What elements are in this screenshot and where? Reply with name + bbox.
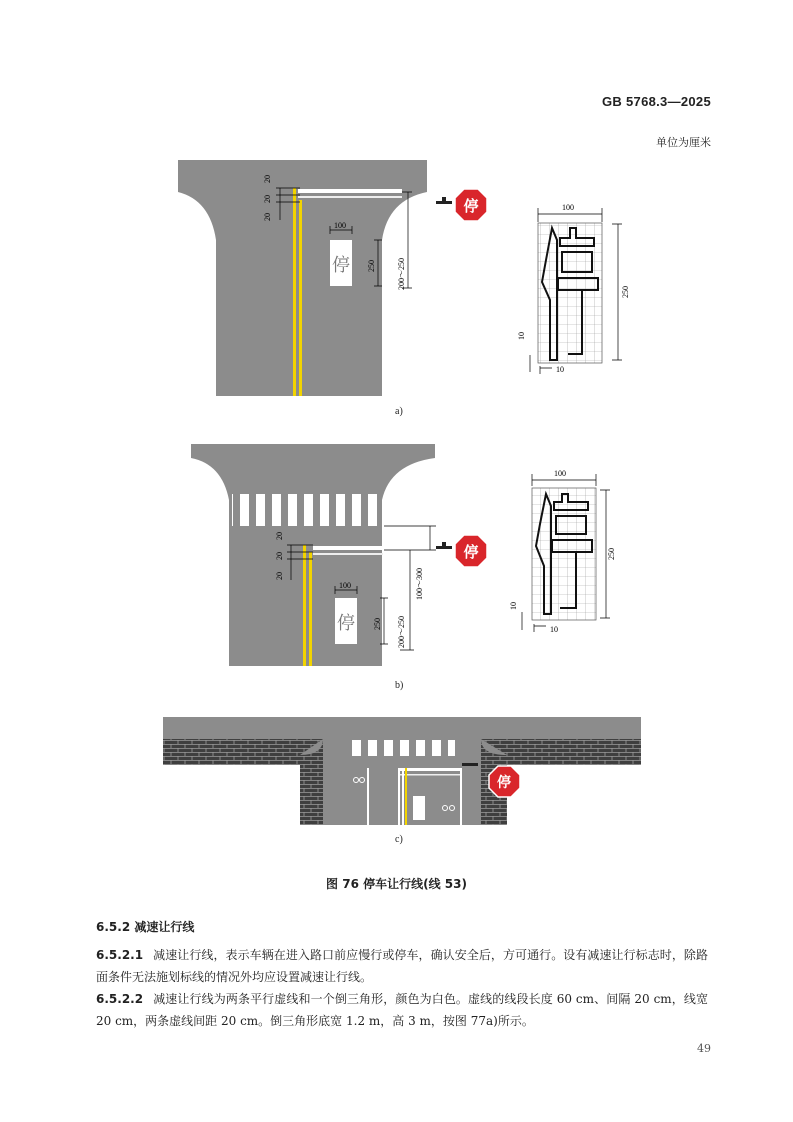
- dim-a-w100: 100: [334, 221, 346, 230]
- paragraph-2-text: 减速让行线为两条平行虚线和一个倒三角形，颜色为白色。虚线的线段长度 60 cm、间隔 20 cm，线宽 20 cm，两条虚线间距 20 cm。倒三角形底宽 1.2 m，高 3 m，按图 77a)所示。: [96, 992, 708, 1028]
- subfigure-c-label: c): [395, 834, 403, 845]
- dim-b-d3: 20: [275, 572, 284, 580]
- stop-sign-a: [436, 189, 487, 221]
- stop-sign-a-text: 停: [463, 197, 479, 215]
- dim-a-detail-h: 250: [621, 286, 630, 298]
- dim-b-range2: 200～250: [397, 616, 406, 648]
- standard-code: GB 5768.3—2025: [602, 94, 711, 109]
- subfigure-a-detail: [530, 208, 622, 374]
- page-number: 49: [697, 1042, 711, 1055]
- dim-a-detail-b1: 10: [517, 332, 526, 340]
- dim-a-d3: 20: [263, 213, 272, 221]
- stop-sign-c-text: 停: [497, 775, 511, 791]
- subfigure-a-label: a): [395, 406, 403, 417]
- road-text-b: 停: [337, 613, 355, 634]
- dim-b-w100: 100: [339, 581, 351, 590]
- dim-a-detail-b2: 10: [556, 365, 564, 374]
- stop-sign-b: [436, 535, 487, 567]
- figure-caption: 图 76 停车让行线(线 53): [326, 877, 467, 891]
- dim-a-detail-w: 100: [562, 203, 574, 212]
- dim-b-detail-b1: 10: [509, 602, 518, 610]
- dim-b-detail-h: 250: [607, 548, 616, 560]
- dim-b-h250: 250: [373, 618, 382, 630]
- paragraph-1-number: 6.5.2.1: [96, 948, 144, 962]
- unit-note: 单位为厘米: [656, 136, 711, 149]
- dim-b-detail-b2: 10: [550, 625, 558, 634]
- paragraph-1: [96, 944, 708, 988]
- dim-b-range1: 100～300: [415, 568, 424, 600]
- dim-b-d2: 20: [275, 552, 284, 560]
- paragraph-1-text: 减速让行线，表示车辆在进入路口前应慢行或停车，确认安全后，方可通行。设有减速让行标志时，除路面条件无法施划标线的情况外均应设置减速让行线。: [96, 948, 708, 984]
- subfigure-a-road: [178, 160, 427, 396]
- subfigure-b-label: b): [395, 680, 404, 691]
- dim-a-d1: 20: [263, 175, 272, 183]
- dim-b-detail-w: 100: [554, 469, 566, 478]
- section-title: 6.5.2 减速让行线: [96, 920, 195, 934]
- subfigure-b-detail: [522, 474, 610, 632]
- dim-a-d2: 20: [263, 195, 272, 203]
- stop-sign-b-text: 停: [463, 543, 479, 561]
- paragraph-2-number: 6.5.2.2: [96, 992, 144, 1006]
- subfigure-c-road: [163, 717, 641, 825]
- paragraph-2: [96, 988, 708, 1032]
- dim-a-range: 200～250: [397, 258, 406, 290]
- road-text-a: 停: [332, 255, 350, 276]
- dim-a-h250: 250: [367, 260, 376, 272]
- dim-b-d1: 20: [275, 532, 284, 540]
